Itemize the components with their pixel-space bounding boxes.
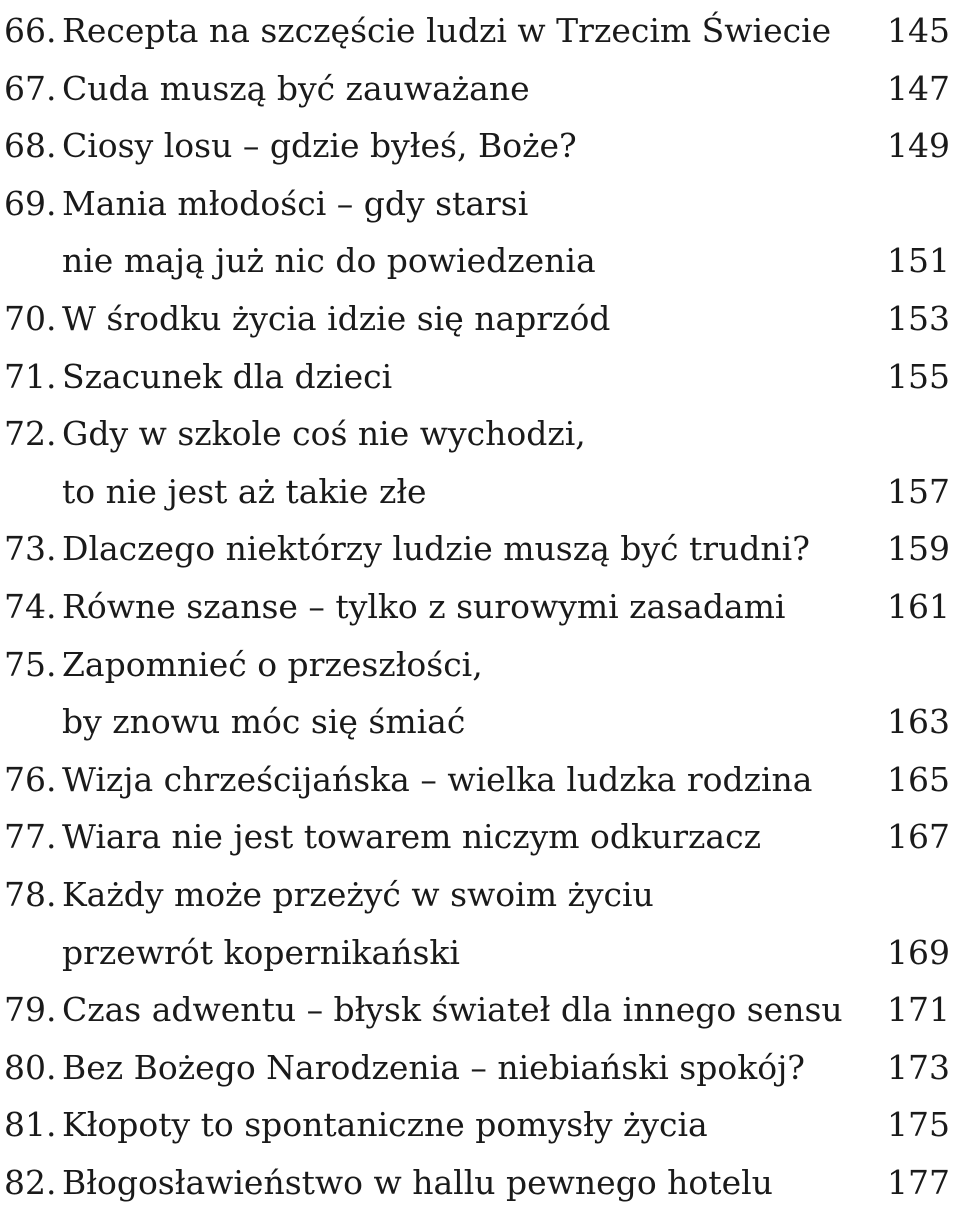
toc-entry — [0, 348, 960, 406]
entry-title: Błogosławieństwo w hallu pewnego hotelu — [62, 1162, 773, 1202]
page-number: 157 — [887, 471, 950, 511]
entry-title: Recepta na szczęście ludzi w Trzecim Świecie — [62, 11, 832, 50]
entry-title: Zapomnieć o przeszłości, — [62, 644, 483, 684]
entry-number: 79. — [4, 990, 57, 1030]
toc-entry — [0, 520, 960, 578]
toc-entry-line — [0, 924, 960, 982]
entry-title: by znowu móc się śmiać — [62, 702, 466, 742]
page-number: 169 — [887, 932, 950, 972]
toc-entry-line — [0, 808, 960, 866]
dot-leader — [467, 732, 881, 733]
page-number: 167 — [887, 817, 950, 857]
entry-title: Każdy może przeżyć w swoim życiu — [62, 874, 654, 914]
toc-entry-line — [0, 636, 960, 694]
dot-leader — [532, 99, 881, 100]
entry-title: Mania młodości – gdy starsi — [62, 183, 529, 223]
dot-leader — [833, 41, 881, 42]
toc-entry-line — [0, 1154, 960, 1211]
page-number: 171 — [887, 990, 950, 1030]
toc-entry-line — [0, 1039, 960, 1097]
toc-entry-line — [0, 175, 960, 233]
page-number: 165 — [887, 759, 950, 799]
entry-title: Ciosy losu – gdzie byłeś, Boże? — [62, 126, 577, 166]
dot-leader — [812, 559, 881, 560]
toc-entry-line — [0, 2, 960, 60]
entry-title: Wiara nie jest towarem niczym odkurzacz — [62, 817, 761, 857]
toc-entry — [0, 981, 960, 1039]
toc-entry-line — [0, 463, 960, 521]
entry-number: 66. — [4, 11, 57, 50]
entry-number: 71. — [4, 356, 57, 396]
toc-entry — [0, 1096, 960, 1154]
toc-entry-line — [0, 981, 960, 1039]
entry-title: przewrót kopernikański — [62, 932, 460, 972]
entry-number: 70. — [4, 298, 57, 338]
page-number: 147 — [887, 68, 950, 108]
dot-leader — [775, 1193, 881, 1194]
page-number: 159 — [887, 529, 950, 569]
dot-leader — [598, 271, 881, 272]
page-number: 173 — [887, 1047, 950, 1087]
entry-number: 74. — [4, 586, 57, 626]
toc-entry — [0, 117, 960, 175]
dot-leader — [429, 502, 881, 503]
toc-entry — [0, 290, 960, 348]
dot-leader — [788, 617, 882, 618]
toc-entry-line — [0, 520, 960, 578]
entry-title: Bez Bożego Narodzenia – niebiański spokój? — [62, 1047, 805, 1087]
entry-number: 68. — [4, 126, 57, 166]
entry-title: Szacunek dla dzieci — [62, 356, 393, 396]
toc-entry-line — [0, 866, 960, 924]
page-number: 161 — [887, 586, 950, 626]
toc-entry-line — [0, 578, 960, 636]
toc-entry — [0, 1154, 960, 1211]
toc-entry — [0, 405, 960, 520]
entry-title: Równe szanse – tylko z surowymi zasadami — [62, 586, 786, 626]
toc-entry-line — [0, 751, 960, 809]
entry-number: 72. — [4, 414, 57, 454]
entry-title: W środku życia idzie się naprzód — [62, 298, 611, 338]
entry-number: 81. — [4, 1105, 57, 1145]
toc-entry-line — [0, 1096, 960, 1154]
dot-leader — [807, 1078, 881, 1079]
entry-title: Gdy w szkole coś nie wychodzi, — [62, 414, 586, 454]
toc-entry — [0, 751, 960, 809]
dot-leader — [845, 1020, 881, 1021]
entry-title: to nie jest aż takie złe — [62, 471, 427, 511]
toc-entry-line — [0, 693, 960, 751]
entry-number: 67. — [4, 68, 57, 108]
dot-leader — [612, 329, 881, 330]
entry-number: 76. — [4, 759, 57, 799]
page-number: 151 — [887, 241, 950, 281]
entry-title: Dlaczego niektórzy ludzie muszą być trudni? — [62, 529, 810, 569]
entry-number: 75. — [4, 644, 57, 684]
toc-entry-line — [0, 232, 960, 290]
toc-entry — [0, 808, 960, 866]
entry-title: nie mają już nic do powiedzenia — [62, 241, 596, 281]
page-number: 145 — [887, 11, 950, 50]
entry-number: 80. — [4, 1047, 57, 1087]
dot-leader — [462, 963, 881, 964]
page-number: 149 — [887, 126, 950, 166]
toc-entry-line — [0, 117, 960, 175]
toc-entry — [0, 866, 960, 981]
entry-title: Wizja chrześcijańska – wielka ludzka rodzina — [62, 759, 813, 799]
entry-number: 69. — [4, 183, 57, 223]
entry-title: Czas adwentu – błysk świateł dla innego sensu — [62, 990, 843, 1030]
entry-number: 82. — [4, 1162, 57, 1202]
dot-leader — [394, 387, 881, 388]
dot-leader — [814, 790, 881, 791]
toc-entry — [0, 1039, 960, 1097]
toc-entry — [0, 175, 960, 290]
entry-title: Kłopoty to spontaniczne pomysły życia — [62, 1105, 708, 1145]
toc-entry — [0, 578, 960, 636]
entry-number: 73. — [4, 529, 57, 569]
page-number: 163 — [887, 702, 950, 742]
page-number: 177 — [887, 1162, 950, 1202]
toc-entry — [0, 2, 960, 60]
toc-entry-line — [0, 290, 960, 348]
toc-entry-line — [0, 60, 960, 118]
page-number: 175 — [887, 1105, 950, 1145]
page-number: 155 — [887, 356, 950, 396]
page-number: 153 — [887, 298, 950, 338]
entry-number: 78. — [4, 874, 57, 914]
entry-title: Cuda muszą być zauważane — [62, 68, 530, 108]
toc-entry-line — [0, 405, 960, 463]
toc-entry-line — [0, 348, 960, 406]
dot-leader — [763, 847, 881, 848]
toc-entry — [0, 636, 960, 751]
toc-entry — [0, 60, 960, 118]
dot-leader — [710, 1135, 881, 1136]
dot-leader — [579, 156, 881, 157]
entry-number: 77. — [4, 817, 57, 857]
